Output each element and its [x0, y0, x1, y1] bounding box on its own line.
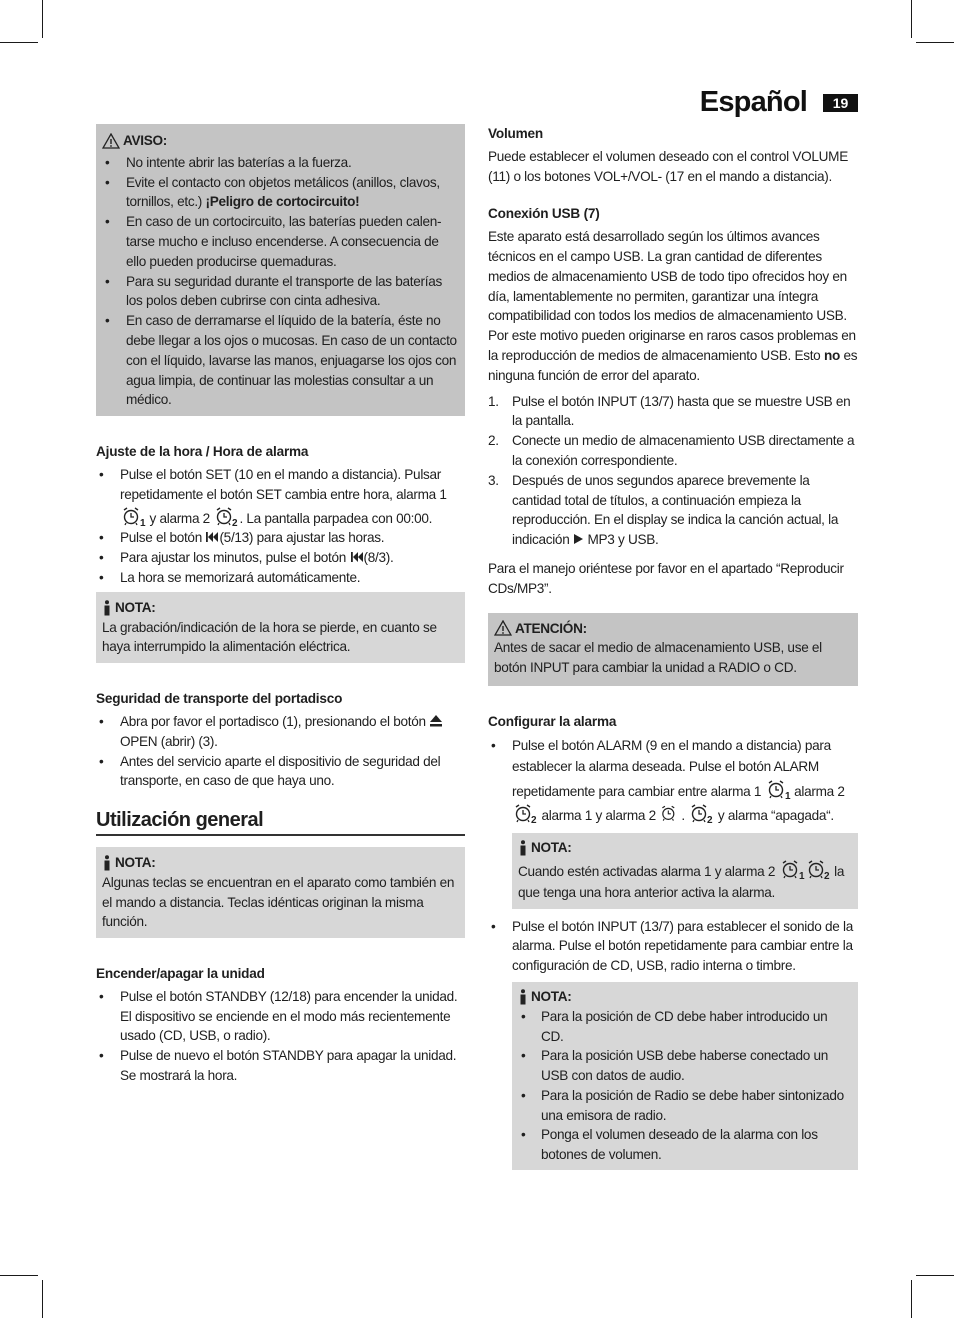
list-item	[96, 465, 465, 528]
list-item	[102, 272, 457, 312]
item-text: . La pantalla parpadea con 00:00.	[239, 510, 433, 526]
item-text: (8/3).	[363, 550, 394, 566]
bullet-list	[488, 917, 858, 976]
note-list	[518, 1007, 852, 1165]
item-text: MP3 y USB.	[587, 532, 659, 548]
list-item	[518, 1086, 852, 1126]
item-text: No intente abrir las baterías a la fuerza.	[126, 154, 352, 170]
item-text: Para ajustar los minutos, pulse el botón	[120, 550, 347, 566]
info-icon	[518, 840, 528, 856]
list-item	[102, 173, 457, 213]
crop-mark	[0, 1275, 38, 1276]
list-item	[102, 153, 457, 173]
list-item	[488, 735, 858, 827]
note-text-part: Cuando estén activadas alarma 1 y alarma 2	[518, 863, 776, 879]
item-text: Para su seguridad durante el transporte de las baterías los polos deben cubrirse con cinta adhesiva.	[126, 273, 442, 309]
svg-text:2: 2	[707, 815, 713, 825]
list-item	[518, 1125, 852, 1165]
section-title: Utilización general	[96, 811, 465, 836]
list-item	[488, 471, 858, 550]
item-text: y alarma “apagada“.	[717, 808, 834, 824]
info-icon	[102, 855, 112, 871]
alarm-icon	[659, 802, 681, 824]
item-text: Para la posición de Radio se debe haber sintonizado una emisora de radio.	[541, 1087, 844, 1123]
note-box	[512, 982, 858, 1170]
item-text: Pulse el botón STANDBY (12/18) para encender la unidad. El dispositivo se enciende en el modo más recientemente usado (CD, USB, o radio).	[120, 988, 458, 1044]
list-item	[518, 1046, 852, 1086]
list-item	[96, 568, 465, 588]
note-title: NOTA:	[115, 854, 156, 870]
svg-text:2: 2	[232, 517, 238, 527]
warning-box	[96, 124, 465, 416]
svg-text:1: 1	[798, 870, 804, 880]
play-icon	[573, 533, 584, 545]
item-text: En caso de derramarse el líquido de la batería, éste no debe llegar a los ojos o mucosas. En caso de un contacto con el líquido, lavarse las manos, enjuagarse los ojos con agua limpia, de continuar las molestias consultar a un médico.	[126, 313, 457, 408]
item-text: OPEN (abrir) (3).	[120, 733, 218, 749]
attention-box	[488, 613, 858, 686]
attention-title: ATENCIÓN:	[515, 620, 587, 636]
eject-icon	[429, 714, 443, 728]
list-item	[96, 548, 465, 568]
attention-heading	[494, 619, 852, 639]
paragraph-text: es ninguna función de error del aparato.	[488, 347, 858, 383]
list-item	[488, 917, 858, 976]
page-header	[700, 86, 858, 119]
note-title: NOTA:	[115, 599, 156, 615]
info-icon	[102, 600, 112, 616]
warning-heading	[102, 131, 457, 151]
warning-title: AVISO:	[123, 133, 168, 148]
svg-text:1: 1	[784, 790, 790, 800]
note-text: La grabación/indicación de la hora se pierde, en cuanto se haya interrumpido la alimentación eléctrica.	[102, 619, 437, 655]
list-item	[102, 212, 457, 271]
language-title: Español	[699, 86, 807, 118]
note-title: NOTA:	[531, 988, 572, 1004]
bullet-list	[96, 465, 465, 588]
item-text: Pulse el botón ALARM (9 en el mando a distancia) para establecer la alarma deseada. Pulse el botón ALARM repetidamente para cambiar entre alarma 1	[512, 737, 831, 799]
list-item	[488, 431, 858, 471]
warning-list	[102, 153, 457, 410]
paragraph: Para el manejo oriéntese por favor en el apartado “Reproducir CDs/MP3”.	[488, 560, 844, 596]
info-icon	[518, 989, 528, 1005]
item-text: alarma 1 y alarma 2	[541, 808, 656, 824]
list-item	[96, 1046, 465, 1086]
bullet-list	[96, 987, 465, 1086]
warning-icon	[494, 620, 512, 636]
bullet-list	[96, 712, 465, 791]
item-text: Para la posición USB debe haberse conectado un USB con datos de audio.	[541, 1048, 828, 1084]
paragraph: Puede establecer el volumen deseado con el control VOLUME (11) o los botones VOL+/VOL- (17 en el mando a distancia).	[488, 148, 848, 184]
item-text: Pulse el botón INPUT (13/7) hasta que se muestre USB en la pantalla.	[512, 393, 851, 429]
item-text: Pulse el botón SET (10 en el mando a distancia). Pulsar repetidamente el botón SET cambia entre hora, alarma 1	[120, 466, 447, 502]
bullet-list	[488, 735, 858, 827]
alarm-2-icon	[805, 858, 831, 880]
item-number: 1.	[488, 393, 499, 409]
item-text: Después de unos segundos aparece brevemente la cantidad total de títulos, a continuación empieza la reproducción. En el display se indica la canción actual, la indicación	[512, 472, 839, 548]
subheading: Seguridad de transporte del portadisco	[96, 691, 343, 707]
note-box	[512, 833, 858, 909]
alarm-1-icon	[120, 505, 146, 527]
item-text: En caso de un cortocircuito, las baterías pueden calentarse mucho e incluso encenderse. A consecuencia de ello pueden producirse quemaduras.	[126, 214, 442, 269]
crop-mark	[0, 42, 38, 43]
note-heading	[518, 987, 852, 1007]
crop-mark	[42, 1280, 43, 1318]
paragraph-bold: no	[823, 347, 840, 363]
svg-text:2: 2	[823, 870, 829, 880]
right-column	[488, 124, 858, 1170]
item-text: .	[681, 808, 685, 824]
crop-mark	[911, 0, 912, 38]
item-text: La hora se memorizará automáticamente.	[120, 569, 361, 585]
note-text: Algunas teclas se encuentran en el aparato como también en el mando a distancia. Teclas idénticas originan la misma función.	[102, 874, 455, 930]
item-text: Pulse de nuevo el botón STANDBY para apagar la unidad. Se mostrará la hora.	[120, 1048, 457, 1084]
subheading: Ajuste de la hora / Hora de alarma	[96, 444, 309, 460]
svg-text:2: 2	[531, 815, 537, 825]
note-heading	[518, 838, 852, 858]
list-item	[102, 311, 457, 410]
page-number: 19	[823, 94, 858, 112]
crop-mark	[916, 42, 954, 43]
crop-mark	[916, 1275, 954, 1276]
item-text-bold: ¡Peligro de cortocircuito!	[205, 194, 360, 210]
item-text: Ponga el volumen deseado de la alarma con los botones de volumen.	[541, 1127, 818, 1163]
svg-text:1: 1	[140, 517, 146, 527]
item-text: y alarma 2	[149, 510, 210, 526]
note-heading	[102, 598, 459, 618]
item-text: Para la posición de CD debe haber introducido un CD.	[541, 1008, 828, 1044]
subheading: Conexión USB (7)	[488, 206, 600, 222]
left-column	[96, 124, 465, 1086]
item-text: Evite el contacto con objetos metálicos (anillos, clavos, tornillos, etc.)	[126, 174, 440, 210]
list-item	[96, 987, 465, 1046]
subheading: Configurar la alarma	[488, 713, 617, 729]
item-text: Antes del servicio aparte el dispositivio de seguridad del transporte, en caso de que haya uno.	[120, 753, 441, 789]
item-number: 2.	[488, 433, 499, 449]
item-text: (5/13) para ajustar las horas.	[219, 530, 385, 546]
note-box	[96, 847, 465, 938]
subheading: Encender/apagar la unidad	[96, 966, 265, 982]
warning-icon	[102, 133, 120, 149]
item-number: 3.	[488, 472, 499, 488]
list-item	[488, 392, 858, 432]
list-item	[96, 752, 465, 792]
paragraph	[488, 227, 858, 385]
skip-back-icon	[350, 550, 364, 564]
crop-mark	[911, 1280, 912, 1318]
note-heading	[102, 853, 459, 873]
item-text: Abra por favor el portadisco (1), presionando el botón	[120, 713, 426, 729]
subheading: Volumen	[488, 126, 543, 141]
alarm-1-icon	[765, 778, 791, 800]
note-text-part: la que tenga una hora anterior activa la alarma.	[518, 863, 845, 901]
note-title: NOTA:	[531, 839, 572, 855]
paragraph-text: Este aparato está desarrollado según los últimos avances técnicos en el campo USB. La gran cantidad de diferentes medios de almacenamiento USB de todo tipo ofrecidos hoy en día, lamentablemente no permiten, garantizar una íntegra compatibilidad con todos los medios de almacenamiento USB. Por este motivo pueden originarse en raros casos problemas en la reproducción de medios de almacenamiento USB. Esto	[488, 229, 856, 363]
alarm-2-icon	[688, 802, 714, 824]
alarm-2-icon	[512, 802, 538, 824]
skip-back-icon	[205, 530, 219, 544]
numbered-list	[488, 392, 858, 550]
item-text: Pulse el botón	[120, 530, 202, 546]
note-box	[96, 592, 465, 663]
alarm-1-icon	[779, 858, 805, 880]
item-text: alarma 2	[794, 783, 845, 799]
alarm-2-icon	[213, 505, 239, 527]
item-text: Pulse el botón INPUT (13/7) para establecer el sonido de la alarma. Pulse el botón repetidamente para cambiar entre la configuración de CD, USB, radio interna o timbre.	[512, 918, 853, 974]
item-text: Conecte un medio de almacenamiento USB directamente a la conexión correspondiente.	[512, 433, 855, 468]
attention-text: Antes de sacar el medio de almacenamiento USB, use el botón INPUT para cambiar la unidad a RADIO o CD.	[494, 640, 822, 676]
list-item	[518, 1007, 852, 1047]
crop-mark	[42, 0, 43, 38]
note-text	[518, 858, 852, 904]
list-item	[96, 528, 465, 548]
list-item	[96, 712, 465, 752]
